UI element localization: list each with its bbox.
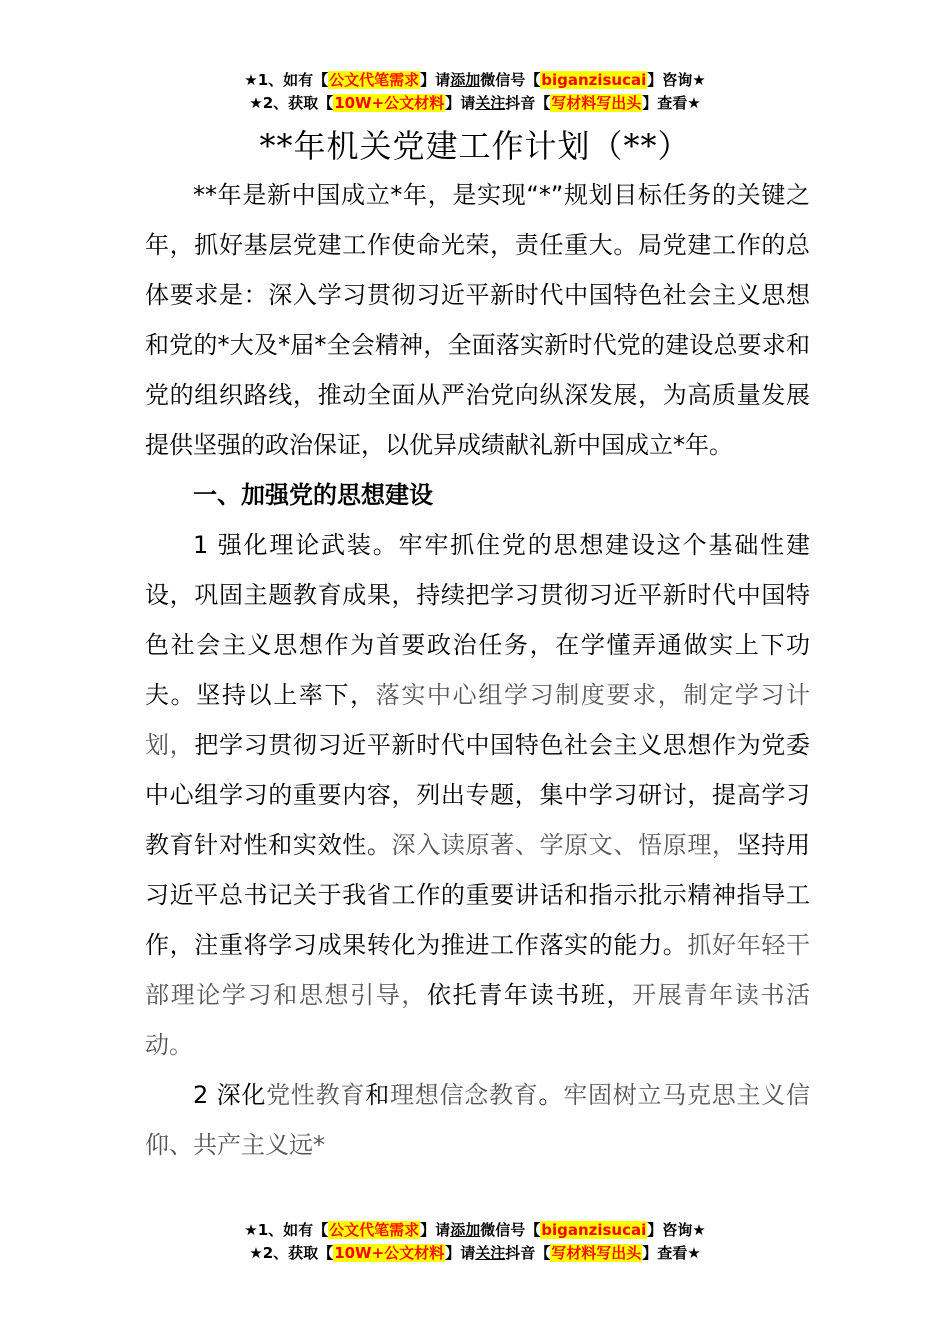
banner-text: 抖音【 (505, 1244, 551, 1262)
banner-text: ★1、如有【 (244, 1221, 329, 1239)
banner-text: ★2、获取【 (249, 94, 334, 112)
paragraph-item-2 (145, 1070, 810, 1170)
banner-highlight: 10W+公文材料 (334, 94, 445, 112)
banner-underline-text: 关注 (475, 94, 506, 112)
banner-highlight: 写材料写出头 (551, 1244, 642, 1262)
banner-text: 微信号【 (480, 1221, 541, 1239)
banner-text: ★2、获取【 (249, 1244, 334, 1262)
banner-highlight: 写材料写出头 (551, 94, 642, 112)
banner-highlight: biganzisucai (541, 71, 647, 89)
banner-text: 】请 (445, 94, 476, 112)
banner-text: 】咨询★ (647, 71, 706, 89)
banner-line-1 (0, 69, 950, 92)
text-span: 依托青年读书班， (427, 981, 633, 1009)
banner-highlight: biganzisucai (541, 1221, 647, 1239)
banner-text: 】查看★ (642, 94, 701, 112)
banner-text: 】咨询★ (647, 1221, 706, 1239)
gray-text-span: 理想信念教育 (389, 1081, 539, 1109)
banner-highlight: 10W+公文材料 (334, 1244, 445, 1262)
banner-underline-text: 添加 (450, 1221, 481, 1239)
banner-text: 】请 (420, 71, 451, 89)
banner-underline-text: 关注 (475, 1244, 506, 1262)
banner-text: 】请 (445, 1244, 476, 1262)
banner-underline-text: 添加 (450, 71, 481, 89)
banner-text: 】请 (420, 1221, 451, 1239)
intro-paragraph: **年是新中国成立*年，是实现“*”规划目标任务的关键之年，抓好基层党建工作使命光荣，责任重大。局党建工作的总体要求是：深入学习贯彻习近平新时代中国特色社会主义思想和党的*大及*届*全会精神，全面落实新时代党的建设总要求和党的组织路线，推动全面从严治党向纵深发展，为高质量发展提供坚强的政治保证，以优异成绩献礼新中国成立*年。 (145, 181, 810, 459)
gray-text-span: 党性教育 (266, 1081, 366, 1109)
gray-text-span: 落实中心组学习制度要求，制定学习计划， (145, 681, 811, 759)
banner-text: ★1、如有【 (244, 71, 329, 89)
paragraph-item-1 (145, 520, 810, 1070)
footer-banner (0, 1219, 950, 1265)
text-span: 1 强化理论武装。牢牢抓住党的思想建设这个基础性建设，巩固主题教育成果，持续把学习贯彻习近平新时代中国特色社会主义思想作为首要政治任务，在学懂弄通做实上下功夫。坚持以上率下， (145, 531, 810, 709)
text-span: 和 (365, 1081, 390, 1109)
gray-text-span: 开展青年读书活动。 (145, 981, 811, 1059)
banner-line-2 (0, 92, 950, 115)
text-span: 。 (538, 1081, 564, 1109)
document-title: **年机关党建工作计划（**） (259, 127, 691, 165)
gray-text-span: 深入读原著、学原文、悟原理， (391, 831, 737, 859)
header-banner (0, 69, 950, 115)
text-span: 把学习贯彻习近平新时代中国特色社会主义思想作为党委中心组学习的重要内容，列出专题，集中学习研讨，提高学习教育针对性和实效性。 (145, 731, 811, 859)
banner-highlight: 公文代笔需求 (329, 1221, 420, 1239)
text-span: 2 深化 (193, 1081, 267, 1109)
banner-line-2 (0, 1242, 950, 1265)
banner-highlight: 公文代笔需求 (329, 71, 420, 89)
gray-text-span: 牢固树立马克思主义信仰、共产主义远* (145, 1081, 811, 1159)
document-body (145, 170, 810, 1170)
banner-text: 微信号【 (480, 71, 541, 89)
text-span: 坚持用习近平总书记关于我省工作的重要讲话和指示批示精神指导工作，注重将学习成果转化为推进工作落实的能力。 (145, 831, 811, 959)
banner-text: 】查看★ (642, 1244, 701, 1262)
banner-line-1 (0, 1219, 950, 1242)
gray-text-span: 抓好年轻干部理论学习和思想引导， (145, 931, 811, 1009)
section-heading: 一、加强党的思想建设 (193, 481, 433, 509)
banner-text: 抖音【 (505, 94, 551, 112)
